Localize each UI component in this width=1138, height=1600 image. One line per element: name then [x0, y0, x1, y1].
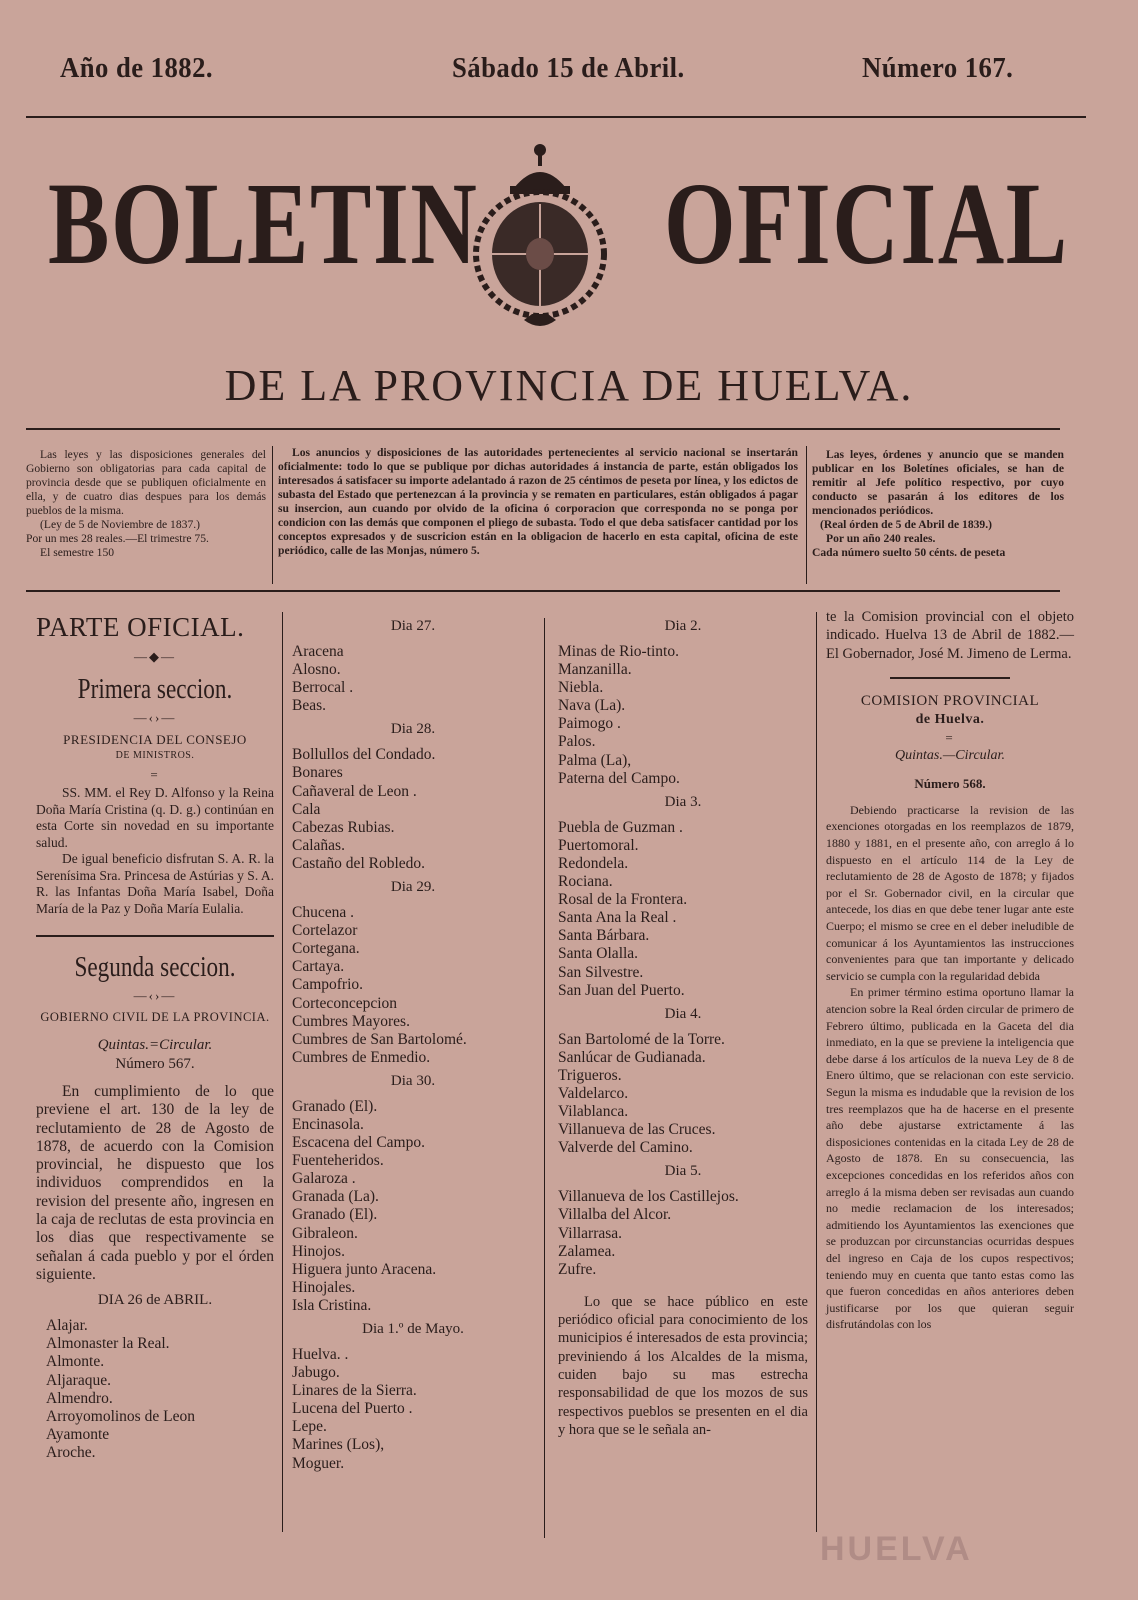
list-item: Cumbres de Enmedio. — [292, 1048, 431, 1066]
notice-top-rule — [26, 428, 1060, 430]
list-item: Redondela. — [558, 854, 629, 872]
issue-number: Número 167. — [862, 52, 1014, 84]
list-item: Corteconcepcion — [292, 994, 398, 1012]
list-item: Sanlúcar de Gudianada. — [558, 1048, 706, 1066]
list-item: Niebla. — [558, 679, 604, 697]
circular-number: Número 568. — [914, 775, 986, 791]
list-item: Valverde del Camino. — [558, 1139, 693, 1157]
day-heading: Dia 1.º de Mayo. — [362, 1321, 464, 1337]
segunda-seccion-heading: Segunda seccion. — [74, 951, 236, 983]
list-item: Higuera junto Aracena. — [292, 1260, 437, 1278]
section-divider — [890, 677, 1010, 679]
notice-divider — [806, 446, 807, 584]
list-item: Palos. — [558, 733, 596, 751]
list-item: San Silvestre. — [558, 963, 644, 981]
list-item: Cartaya. — [292, 958, 345, 976]
list-item: Zalamea. — [558, 1242, 616, 1260]
huelva-heading: de Huelva. — [915, 711, 985, 727]
signature-paragraph: te la Comision provincial con el objeto indicado. Huelva 13 de Abril de 1882.—El Gobernador, José M. Jimeno de Lerma. — [826, 609, 1074, 662]
list-item: Jabugo. — [292, 1364, 340, 1382]
list-item: Moguer. — [292, 1454, 345, 1472]
list-item: Vilablanca. — [558, 1103, 629, 1121]
list-item: Cala — [292, 800, 321, 818]
list-item: Manzanilla. — [558, 661, 632, 679]
list-item: Cañaveral de Leon . — [292, 782, 417, 800]
notice-right-price: Por un año 240 reales. — [826, 532, 936, 545]
list-item: Marines (Los), — [292, 1436, 385, 1454]
year-label: Año de 1882. — [60, 52, 214, 84]
list-item: San Juan del Puerto. — [558, 981, 685, 999]
notice-center — [278, 446, 798, 558]
day-heading: Dia 29. — [390, 879, 436, 896]
notice-bottom-rule — [26, 590, 1060, 592]
day-heading: DIA 26 de ABRIL. — [97, 1292, 213, 1309]
list-item: Ayamonte — [46, 1425, 110, 1443]
list-item: Alajar. — [46, 1317, 88, 1335]
comision-heading: COMISION PROVINCIAL — [860, 692, 1040, 709]
list-item: Fuenteheridos. — [292, 1152, 384, 1170]
list-item: Beas. — [292, 697, 327, 715]
list-item: Puertomoral. — [558, 836, 639, 854]
list-item: Escacena del Campo. — [292, 1134, 425, 1152]
header-rule — [26, 116, 1086, 118]
list-item: Encinasola. — [292, 1115, 364, 1133]
column-3 — [558, 612, 808, 1439]
royal-coat-of-arms-icon — [462, 136, 618, 336]
ornament-divider: —◆— — [134, 649, 176, 664]
quintas-circular-heading: Quintas.=Circular. — [97, 1037, 213, 1053]
list-item: Santa Olalla. — [558, 945, 639, 963]
list-item: Bollullos del Condado. — [292, 746, 436, 764]
list-item: Lucena del Puerto . — [292, 1400, 413, 1418]
notice-left-semester: El semestre 150 — [40, 546, 115, 559]
notice-left — [26, 448, 266, 560]
circular-paragraph: Debiendo practicarse la revision de las exenciones otorgadas en los reemplazos de 1879, 1880 y 1881, en el presente año, con arreglo á lo dispuesto en el artículo 114 de la Ley de reclutamiento de 28 de Agosto de 1878; y fijados por el Sr. Gobernador civil, en la circular que antecede, los dias en que debe tener lugar ante este Cuerpo; el mismo se cree en el deber ineludible de comunicar á los Ayuntamientos las instrucciones convenientes para que tan importante y delicado servicio se cumpla con la regularidad debida — [826, 802, 1074, 983]
list-item: Granado (El). — [292, 1206, 378, 1224]
circular-number: Número 567. — [115, 1056, 195, 1072]
list-item: Trigueros. — [558, 1066, 622, 1084]
list-item: Villarrasa. — [558, 1224, 623, 1242]
list-item: Lepe. — [292, 1418, 327, 1436]
list-item: Rosal de la Frontera. — [558, 891, 688, 909]
list-item: Alosno. — [292, 661, 341, 679]
list-item: Cabezas Rubias. — [292, 818, 395, 836]
column-2 — [292, 612, 534, 1473]
watermark: HUELVA — [820, 1530, 973, 1568]
column-1 — [36, 610, 274, 1462]
list-item: Huelva. . — [292, 1346, 349, 1363]
list-item: Almonte. — [46, 1353, 105, 1371]
column-divider — [544, 618, 545, 1538]
list-item: Cumbres Mayores. — [292, 1012, 410, 1030]
list-item: Calañas. — [292, 836, 345, 854]
notice-right-text: Las leyes, órdenes y anuncio que se manden publicar en los Boletínes oficiales, se han de remitir al Jefe político respectivo, por cuyo conducto se pasarán á los editores de los mencionados periódicos. — [812, 448, 1064, 517]
list-item: Almendro. — [46, 1389, 113, 1407]
list-item: Hinojos. — [292, 1242, 345, 1260]
list-item: Zufre. — [558, 1260, 597, 1278]
list-item: Gibraleon. — [292, 1224, 358, 1242]
list-item: Palma (La), — [558, 751, 632, 769]
title-left: BOLETIN — [48, 158, 479, 289]
royal-family-paragraph: De igual beneficio disfrutan S. A. R. la Serenísima Sra. Princesa de Astúrias y S. A. R. las Infantas Doña María Isabel, Doña María de la Paz y Doña María Eulalia. — [36, 851, 274, 916]
circular-paragraph: En cumplimiento de lo que previene el art. 130 de la ley de reclutamiento de 28 de Agosto de 1878, de acuerdo con la Comision provincial, he dispuesto que los individuos comprendidos en la revision del presente año, ingresen en la caja de reclutas de esta provincia en los dias que respectivamente se señalan á cada pueblo y por el órden siguiente. — [36, 1083, 274, 1283]
list-item: Berrocal . — [292, 679, 354, 697]
notice-right — [812, 448, 1064, 560]
list-item: Aroche. — [46, 1443, 96, 1461]
list-item: Minas de Rio-tinto. — [558, 643, 679, 660]
list-item: Bonares — [292, 764, 343, 782]
column-divider — [816, 612, 817, 1532]
list-item: Chucena . — [292, 904, 354, 922]
section-divider — [36, 935, 274, 937]
day-heading: Dia 28. — [390, 721, 436, 738]
day-heading: Dia 27. — [390, 618, 436, 634]
list-item: Nava (La). — [558, 697, 626, 715]
list-item: Paimogo . — [558, 715, 621, 733]
column-divider — [282, 612, 283, 1532]
ornament-divider: = — [150, 767, 160, 782]
notice-right-single: Cada número suelto 50 cénts. de peseta — [812, 546, 1006, 559]
notice-divider — [272, 446, 273, 584]
list-item: Valdelarco. — [558, 1084, 629, 1102]
list-item: Campofrio. — [292, 976, 364, 994]
title-right: OFICIAL — [664, 158, 1069, 289]
list-item: Galaroza . — [292, 1170, 356, 1188]
list-item: Cortelazor — [292, 922, 358, 940]
day-heading: Dia 30. — [390, 1072, 436, 1089]
list-item: Santa Bárbara. — [558, 927, 650, 945]
date-label: Sábado 15 de Abril. — [452, 52, 685, 84]
royal-health-paragraph: SS. MM. el Rey D. Alfonso y la Reina Doña María Cristina (q. D. g.) continúan en esta Corte sin novedad en su importante salud. — [36, 785, 274, 850]
list-item: Granada (La). — [292, 1188, 379, 1206]
column-4 — [826, 608, 1074, 1333]
list-item: Isla Cristina. — [292, 1296, 372, 1314]
list-item: Cortegana. — [292, 940, 360, 958]
list-item: Almonaster la Real. — [46, 1335, 170, 1353]
list-item: Paterna del Campo. — [558, 769, 680, 787]
day-heading: Dia 3. — [664, 793, 702, 810]
list-item: Hinojales. — [292, 1278, 356, 1296]
list-item: Aracena — [292, 643, 344, 660]
subtitle: DE LA PROVINCIA DE HUELVA. — [224, 361, 914, 410]
list-item: Aljaraque. — [46, 1371, 111, 1389]
notice-left-law: (Ley de 5 de Noviembre de 1837.) — [40, 518, 201, 531]
list-item: Castaño del Robledo. — [292, 854, 426, 872]
notice-right-order: (Real órden de 5 de Abril de 1839.) — [820, 518, 992, 531]
list-item: Cumbres de San Bartolomé. — [292, 1030, 467, 1048]
ornament-divider: —‹›— — [133, 988, 177, 1003]
day-heading: Dia 5. — [664, 1163, 702, 1180]
day-heading: Dia 2. — [664, 618, 702, 634]
list-item: Rociana. — [558, 873, 613, 891]
list-item: San Bartolomé de la Torre. — [558, 1030, 725, 1048]
primera-seccion-heading: Primera seccion. — [77, 673, 233, 705]
town-list — [36, 1317, 274, 1462]
notice-left-text: Las leyes y las disposiciones generales del Gobierno son obligatorias para cada capital de provincia desde que se publiquen oficialmente en ella, y de cuatro dias despues para los demás pueblos de la misma. — [26, 448, 266, 517]
presidencia-heading: PRESIDENCIA DEL CONSEJO — [63, 732, 247, 747]
list-item: Santa Ana la Real . — [558, 909, 677, 927]
gobierno-civil-heading: GOBIERNO CIVIL DE LA PROVINCIA. — [40, 1010, 270, 1024]
list-item: Villanueva de los Castillejos. — [558, 1188, 739, 1206]
ornament-divider: = — [945, 729, 955, 745]
day-heading: Dia 4. — [664, 1005, 702, 1022]
notice-left-prices: Por un mes 28 reales.—El trimestre 75. — [26, 532, 209, 545]
circular-paragraph: En primer término estima oportuno llamar la atencion sobre la Real órden circular de primero de Febrero último, publicada en la Gaceta del dia inmediato, en la que se previene la inteligencia que debe darse á los artículos de la nueva Ley de 8 de Enero último, que se relacionan con este servicio. Segun la misma es indudable que la revision de los tres reemplazos que ha de hacerse en el presente año debe ajustarse extrictamente á las disposiciones contenidas en la citada Ley de 28 de Agosto de 1878. En su consecuencia, las excepciones concedidas en los referidos años con arreglo á la misma deben ser revisadas aun cuando no medie reclamacion de los interesados; admitiendo los Ayuntamientos las exenciones que se produzcan por circunstancias ocurridas despues del ingreso en Caja de los cupos respectivos; teniendo muy en cuenta que tanto estas como las que fueron concedidas en años anteriores deben justificarse por los que quieran seguir disfrutándolas con los — [826, 985, 1074, 1332]
ornament-divider: —‹›— — [133, 710, 177, 725]
quintas-circular-heading: Quintas.—Circular. — [895, 747, 1005, 763]
parte-oficial-heading: PARTE OFICIAL. — [36, 612, 245, 642]
notice-center-text: Los anuncios y disposiciones de las autoridades pertenecientes al servicio nacional se insertarán oficialmente: todo lo que se publique por dichas autoridades á instancia de parte, están obligados los interesados á satisfacer su importe adelantado á razon de 25 céntimos de peseta por línea, y los edictos de subasta del Estado que pertenezcan á la provincia y se rematen en particulares, están obligados á pagar su insercion, aun cuando por olvido de la oficina ó corporacion que corresponda no se ponga por condicion con las demás que componen el pliego de subasta. Todo el que deba satisfacer cantidad por los conceptos expresados y de suscricion están en la obligacion de hacerlo en esta capital, oficina de este periódico, calle de las Monjas, número 5. — [278, 446, 798, 557]
list-item: Villanueva de las Cruces. — [558, 1121, 716, 1139]
list-item: Arroyomolinos de Leon — [46, 1407, 195, 1425]
list-item: Granado (El). — [292, 1097, 378, 1115]
list-item: Linares de la Sierra. — [292, 1382, 417, 1400]
list-item: Villalba del Alcor. — [558, 1206, 672, 1224]
closing-paragraph: Lo que se hace público en este periódico oficial para conocimiento de los municipios é interesados de esta provincia; previniendo á los Alcaldes de la misma, cuiden bajo su mas estrecha responsabilidad de que los mozos de sus respectivos pueblos se presenten en el dia y hora que se le señala an- — [558, 1293, 808, 1438]
ministros-heading: DE MINISTROS. — [115, 750, 195, 761]
list-item: Puebla de Guzman . — [558, 818, 683, 836]
